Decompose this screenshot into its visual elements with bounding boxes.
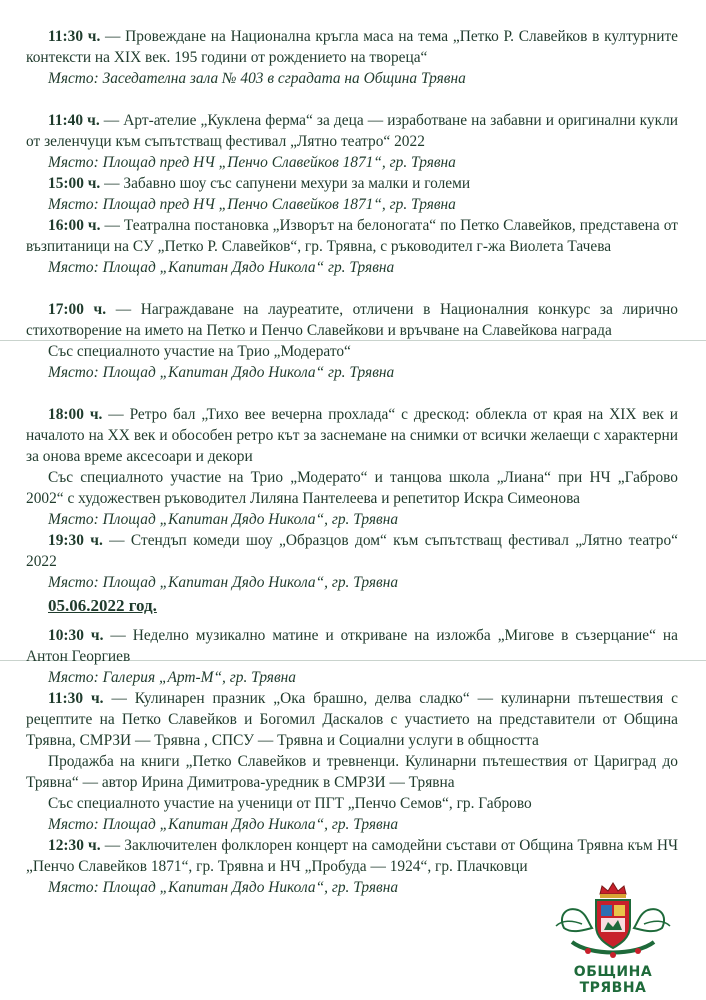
event-place: Място: Площад пред НЧ „Пенчо Славейков 1871“, гр. Трявна [48, 196, 456, 213]
event-place: Място: Площад „Капитан Дядо Никола“, гр. Трявна [48, 879, 399, 896]
event-time: 16:00 ч. [48, 217, 101, 234]
event-entry [26, 299, 678, 383]
event-text: — Стендъп комеди шоу „Образцов дом“ към съпътстващ фестивал „Лятно театро“ 2022 [26, 532, 678, 570]
event-note: Със специалното участие на Трио „Модерато“ и танцова школа „Лиана“ при НЧ „Габрово 2002“ с художествен ръководител Лиляна Пантелеева и репетитор Искра Симеонова [26, 469, 678, 507]
event-text: — Кулинарен празник „Ока брашно, делва сладко“ — кулинарни пътешествия с рецептите на Петко Славейков и Богомил Даскалов с участието на представители от Община Трявна, СМРЗИ — Трявна , СПСУ — Трявна и Социални услуги в общността [26, 690, 678, 749]
event-place: Място: Площад „Капитан Дядо Никола“ гр. Трявна [48, 364, 395, 381]
event-text: — Неделно музикално матине и откриване на изложба „Мигове в съзерцание“ на Антон Георгиев [26, 627, 678, 665]
event-text: — Театрална постановка „Изворът на белоногата“ по Петко Славейков, представена от възпитаници на СУ „Петко Р. Славейков“, гр. Трявна, с ръководител г-жа Виолета Тачева [26, 217, 678, 255]
event-entry [26, 215, 678, 278]
event-description [26, 688, 678, 751]
event-time: 19:30 ч. [48, 532, 103, 549]
event-entry [26, 173, 678, 215]
logo-text: ОБЩИНА ТРЯВНА [573, 964, 653, 996]
event-place: Място: Галерия „Арт-М“, гр. Трявна [48, 669, 296, 686]
event-description [26, 625, 678, 667]
event-entry [26, 530, 678, 593]
event-entry [26, 26, 678, 89]
event-description [26, 530, 678, 572]
event-time: 18:00 ч. [48, 406, 103, 423]
event-text: — Заключителен фолклорен концерт на самодейни състави от Община Трявна към НЧ „Пенчо Славейков 1871“, гр. Трявна и НЧ „Пробуда — 1924“, гр. Плачковци [26, 837, 678, 875]
event-place: Място: Площад „Капитан Дядо Никола“, гр. Трявна [48, 511, 399, 528]
event-description [26, 215, 678, 257]
event-note: Със специалното участие на ученици от ПГТ „Пенчо Семов“, гр. Габрово [48, 795, 532, 812]
event-description [26, 404, 678, 467]
event-note: Продажба на книги „Петко Славейков и тревненци. Кулинарни пътешествия от Цариград до Трявна“ — автор Ирина Димитрова-уредник в СМРЗИ — Трявна [26, 753, 678, 791]
event-time: 10:30 ч. [48, 627, 104, 644]
event-entry [26, 688, 678, 835]
event-description [26, 26, 678, 68]
event-note: Със специалното участие на Трио „Модерато“ [48, 343, 351, 360]
event-time: 11:40 ч. [48, 112, 100, 129]
event-text: — Забавно шоу със сапунени мехури за малки и големи [100, 175, 471, 192]
event-time: 15:00 ч. [48, 175, 101, 192]
event-text: — Провеждане на Национална кръгла маса на тема „Петко Р. Славейков в културните контексти на XIX век. 195 години от рождението на твореца“ [26, 28, 679, 66]
event-place: Място: Площад пред НЧ „Пенчо Славейков 1871“, гр. Трявна [48, 154, 456, 171]
municipality-logo [542, 880, 684, 996]
event-description [26, 299, 678, 341]
event-description [26, 173, 678, 194]
date-heading: 05.06.2022 год. [48, 596, 157, 615]
coat-of-arms-icon [542, 880, 684, 964]
event-place: Място: Площад „Капитан Дядо Никола“ гр. Трявна [48, 259, 395, 276]
event-time: 17:00 ч. [48, 301, 107, 318]
event-description [26, 110, 678, 152]
event-description [26, 835, 678, 877]
event-place: Място: Площад „Капитан Дядо Никола“, гр. Трявна [48, 816, 399, 833]
event-place: Място: Площад „Капитан Дядо Никола“, гр. Трявна [48, 574, 399, 591]
event-text: — Ретро бал „Тихо вее вечерна прохлада“ с дрескод: облекла от края на XIX век и началото на XX век и обособен ретро кът за заснемане на снимки от всички желаещи с характерни за онова време аксесоари и декори [26, 406, 678, 465]
event-text: — Арт-ателие „Куклена ферма“ за деца — изработване на забавни и оригинални кукли от зеленчуци към съпътстващ фестивал „Лятно театро“ 2022 [26, 112, 678, 150]
event-text: — Награждаване на лауреатите, отличени в Националния конкурс за лирично стихотворение на името на Петко и Пенчо Славейкови и връчване на Славейкова награда [26, 301, 678, 339]
event-entry [26, 625, 678, 688]
event-place: Място: Заседателна зала № 403 в сградата на Община Трявна [48, 70, 466, 87]
event-time: 12:30 ч. [48, 837, 101, 854]
event-time: 11:30 ч. [48, 690, 104, 707]
event-entry [26, 404, 678, 530]
event-time: 11:30 ч. [48, 28, 101, 45]
event-entry [26, 110, 678, 173]
